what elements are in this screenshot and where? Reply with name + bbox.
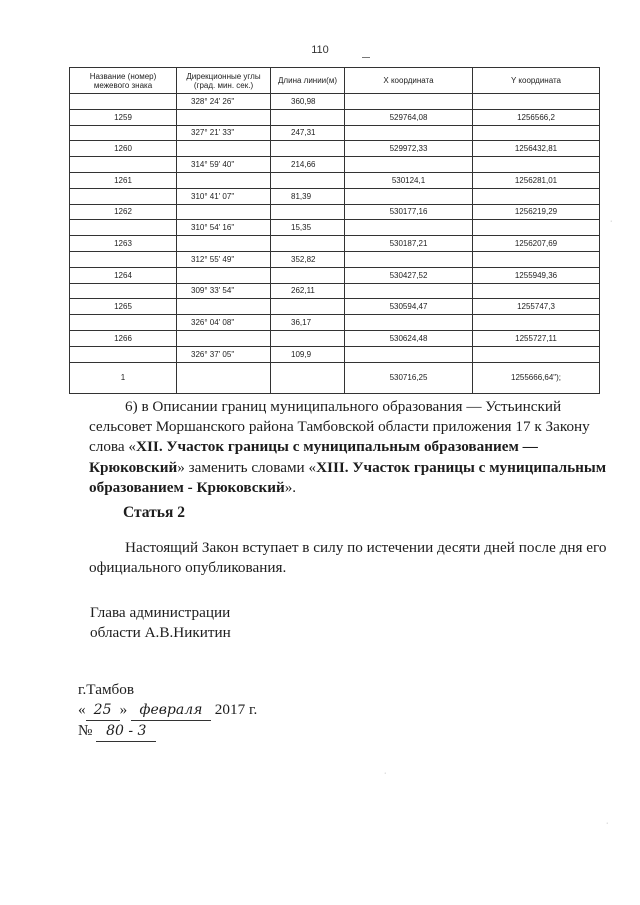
header-x: X координата (345, 68, 473, 94)
signature-block (90, 603, 231, 643)
pencil-mark (362, 57, 370, 58)
signature-name: области А.В.Никитин (90, 624, 231, 641)
paragraph-line: 6) в Описании границ муниципального образования — Устьинский (125, 398, 562, 415)
date-line: « 25 » февраля 2017 г. (78, 700, 257, 721)
table-row: 312° 55' 49" 352,82 (70, 251, 600, 267)
handwritten-number: 80 - 3 (96, 721, 156, 742)
table-row: 1262 530177,16 1256219,29 (70, 204, 600, 220)
table-row: 1264 530427,52 1255949,36 (70, 267, 600, 283)
number-line: № 80 - 3 (78, 721, 257, 742)
table-row: 310° 41' 07" 81,39 (70, 188, 600, 204)
table-row: 314° 59' 40" 214,66 (70, 157, 600, 173)
table-row: 1263 530187,21 1256207,69 (70, 236, 600, 252)
paragraph-line: сельсовет Моршанского района Тамбовской области приложения 17 к Закону (89, 418, 590, 436)
table-row: 310° 54' 16" 15,35 (70, 220, 600, 236)
paragraph-line: образованием - Крюковский». (89, 478, 297, 496)
table-row: 1266 530624,48 1255727,11 (70, 330, 600, 346)
table-header-row (70, 68, 600, 94)
header-y: Y координата (473, 68, 600, 94)
article-heading: Статья 2 (123, 504, 185, 521)
paragraph-line: официального опубликования. (89, 559, 287, 577)
table-row: 326° 37' 05" 109,9 (70, 346, 600, 362)
handwritten-day: 25 (86, 700, 120, 721)
header-point-name: Название (номер) межевого знака (70, 68, 177, 94)
table-row: 309° 33' 54" 262,11 (70, 283, 600, 299)
paragraph-line: слова «XII. Участок границы с муниципальным образованием — (89, 438, 538, 456)
speck-mark: · (384, 770, 387, 777)
table-row: 326° 04' 08" 36,17 (70, 315, 600, 331)
table-row: 1 530716,25 1255666,64"); (70, 362, 600, 393)
page-number: 110 (311, 44, 329, 56)
table-row: 327° 21' 33" 247,31 (70, 125, 600, 141)
handwritten-month: февраля (131, 700, 211, 721)
city: г.Тамбов (78, 681, 135, 698)
speck-mark: · (606, 820, 609, 827)
coordinates-table (69, 67, 600, 394)
table-row: 1260 529972,33 1256432,81 (70, 141, 600, 157)
paragraph-line: Настоящий Закон вступает в силу по истечении десяти дней после дня его (125, 539, 607, 556)
place-date-block (78, 680, 257, 742)
article-text (89, 538, 607, 578)
paragraph-line: Крюковский» заменить словами «XIII. Участок границы с муниципальным (89, 458, 607, 476)
table-row: 1259 529764,08 1256566,2 (70, 109, 600, 125)
table-row: 328° 24' 26" 360,98 (70, 94, 600, 110)
table-row: 1261 530124,1 1256281,01 (70, 172, 600, 188)
header-length: Длина линии(м) (271, 68, 345, 94)
paragraph-6 (89, 397, 607, 498)
table-row: 1265 530594,47 1255747,3 (70, 299, 600, 315)
header-angle: Дирекционные углы (град. мин. сек.) (177, 68, 271, 94)
signature-title: Глава администрации (90, 604, 231, 621)
speck-mark: · (610, 218, 613, 225)
